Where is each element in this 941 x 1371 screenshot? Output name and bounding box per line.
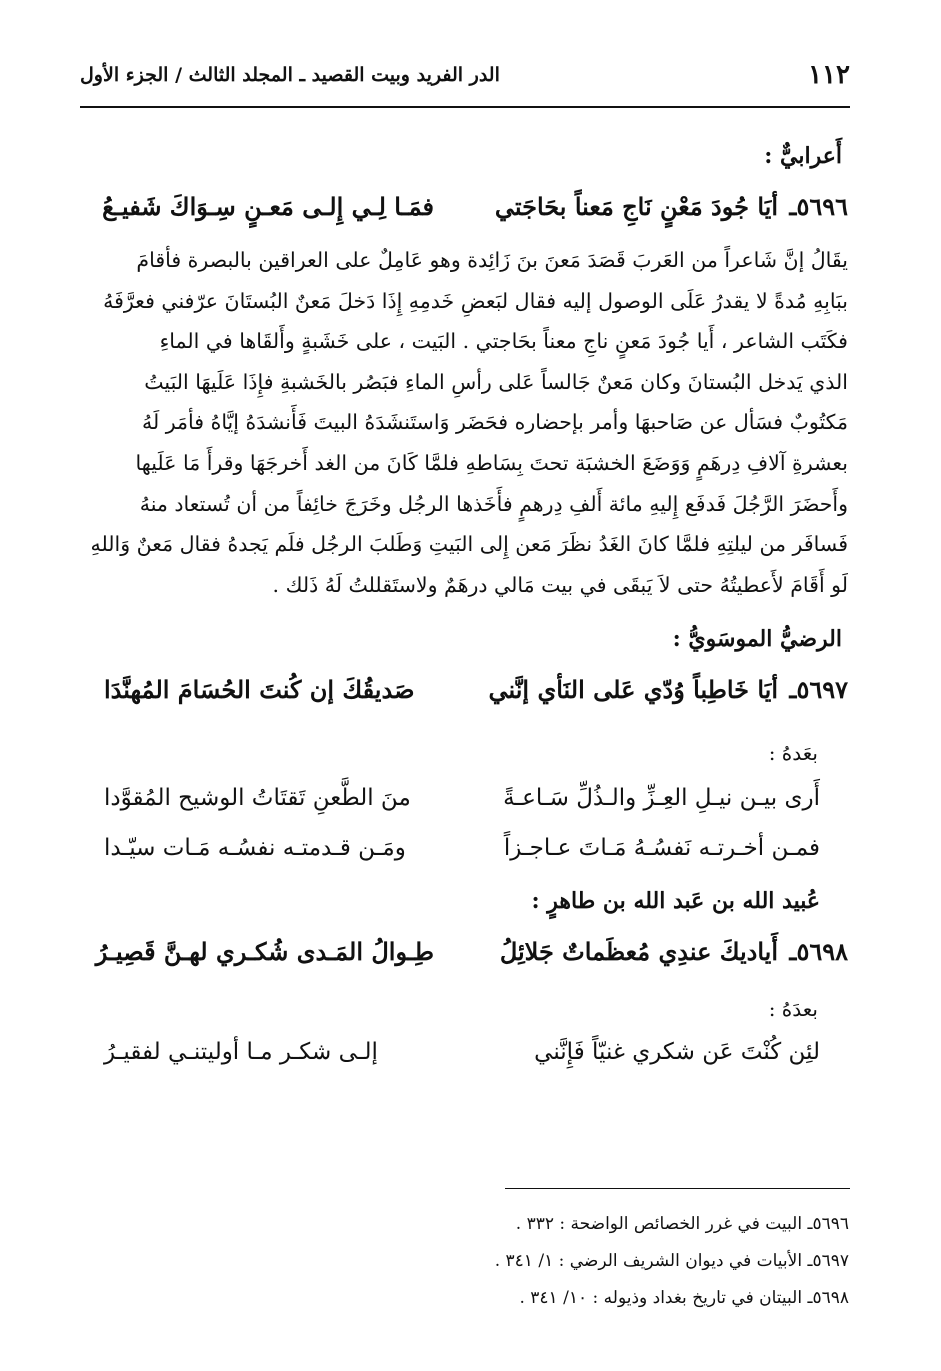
- verse-number: ٥٦٩٦ـ: [789, 192, 848, 221]
- follow-verse: [84, 775, 848, 825]
- second-hemistich: منَ الطَّعنِ تَقتَاتُ الوشيح المُقوَّدا: [104, 785, 411, 812]
- main-content: [84, 130, 848, 1079]
- after-label: بعدَهُ :: [768, 997, 818, 1022]
- verse-5697: [84, 665, 848, 723]
- header-rule: [80, 106, 850, 108]
- anecdote-paragraph: [84, 240, 848, 605]
- second-hemistich: ومَـن قـدمتـه نفسُـه مَـات سيّـدا: [104, 835, 406, 862]
- prose-line: فَسافَر من ليلتِهِ فلمَّا كانَ الغَدُ نظَرَ مَعن إِلى البَيتِ وَطَلبَ الرجُل فلَم يَجدهُ فقال مَعنٌ وَاللهِ: [90, 532, 848, 557]
- first-hemistich: أيَا جُودَ مَعْنٍ نَاجِ مَعناً بحَاجَتي: [494, 192, 778, 221]
- follow-verse: [84, 825, 848, 875]
- poet-heading: الرضيُّ الموسَويُّ :: [672, 626, 842, 653]
- poet-heading: أَعرابيٌّ :: [764, 143, 842, 169]
- page-header: [80, 58, 850, 98]
- prose-line: يقَالُ إنَّ شَاعراً من العَربَ قَصَدَ مَعنَ بنَ زَائِدة وهو عَامِلٌ على العراقين بالبصرة فأقامَ: [136, 248, 848, 272]
- follow-verse: [84, 1029, 848, 1079]
- first-hemistich: فمـن أخـرتـه نَفسُـهُ مَـاتَ عـاجـزاً: [503, 835, 820, 862]
- verse-number: ٥٦٩٨ـ: [789, 937, 848, 967]
- verse-5698: [84, 927, 848, 985]
- first-hemistich: لئِن كُنْتَ عَن شكري غنيّاً فَإِنَّني: [534, 1039, 820, 1066]
- footnote: ٥٦٩٧ـ الأبيات في ديوان الشريف الرضي : ١/ ٣٤١ .: [494, 1251, 849, 1271]
- prose-line: مَكتُوبٌ فسَأل عن صَاحبهَا وأمر بإحضاره فحَضَر وَاستَنشَدَهُ البيتَ فَأَنشدَهُ إيَّاهُ فأمَر لَهُ: [141, 410, 848, 435]
- after-label: بعَدهُ :: [768, 741, 818, 766]
- prose-line: الذي يَدخل البُستانَ وكان مَعنٌ جَالساً عَلى رأسِ الماءِ فبَصُر بالخَشبةِ فإِذَا عَلَيهَا البَيتُ: [144, 369, 848, 394]
- prose-line: ببَابِهِ مُدةً لا يقدرُ عَلَى الوصول إليه فقال لبَعضِ خَدمِهِ إِذَا دَخلَ مَعنٌ البُستَانَ عرّفني فعرَّفَهُ: [103, 288, 848, 313]
- verse-number: ٥٦٩٧ـ: [789, 675, 848, 705]
- footnote: ٥٦٩٨ـ البيتان في تاريخ بغداد وذيوله : ١٠/ ٣٤١ .: [519, 1288, 849, 1308]
- second-hemistich: فمَـا لِـي إِلـى مَعـنٍ سِـوَاكَ شَفيـعُ: [102, 192, 434, 221]
- prose-line: فكَتَب الشاعر ، أَيا جُودَ مَعنٍ ناجِ معناً بحَاجتي . البَيت ، على خَشَبةٍ وأَلقَاها في الماءِ: [159, 329, 848, 354]
- page-number: ١١٢: [808, 60, 850, 90]
- footnote: ٥٦٩٦ـ البيت في غرر الخصائص الواضحة : ٣٣٢ .: [515, 1214, 849, 1234]
- prose-line: وأَحضَرَ الرَّجُلَ فَدفَع إِليهِ مائة أَلفِ دِرهمٍ فأَخَذها الرجُل وخَرَجَ خائِفاً من أن تُستعاد منهُ: [139, 491, 848, 516]
- second-hemistich: صَديقُكَ إن كُنتَ الحُسَامَ المُهنَّدَا: [104, 675, 415, 705]
- second-hemistich: إلـى شكـر مـا أوليتنـي لفقيـرُ: [104, 1039, 378, 1066]
- footnotes: [369, 1206, 849, 1317]
- verse-5696: [84, 182, 848, 240]
- first-hemistich: أَرى بيـن نيـلِ العِـزِّ والـذُلِّ سَـاعـةً: [503, 785, 820, 812]
- poet-heading: عُبيد الله بن عَبد الله بن طاهرٍ :: [531, 888, 820, 915]
- footnote-rule: [505, 1188, 850, 1189]
- running-title: الدر الفريد وبيت القصيد ـ المجلد الثالث / الجزء الأول: [80, 64, 500, 86]
- second-hemistich: طِـوالُ المَـدى شُكـري لهـنَّ قَصِيـرُ: [95, 937, 434, 967]
- prose-line: بعشرةِ آلافِ دِرهَمٍ وَوَضَعَ الخشبَة تحتَ بِسَاطهِ فلمَّا كَانَ من الغد أَخرجَهَا وقرأَ مَا عَلَيها: [135, 450, 848, 475]
- first-hemistich: أَياديكَ عندِي مُعظَماتٌ جَلائِلُ: [499, 937, 778, 967]
- first-hemistich: أيَا خَاطِباً وُدّي عَلى النَأي إنَّني: [488, 675, 778, 705]
- prose-line: لَو أَقَامَ لأَعطيتُهُ حتى لاَ يَبقَى في بيت مَالي درهَمٌ ولاستَقللتُ لَهُ ذَلك .: [272, 572, 848, 597]
